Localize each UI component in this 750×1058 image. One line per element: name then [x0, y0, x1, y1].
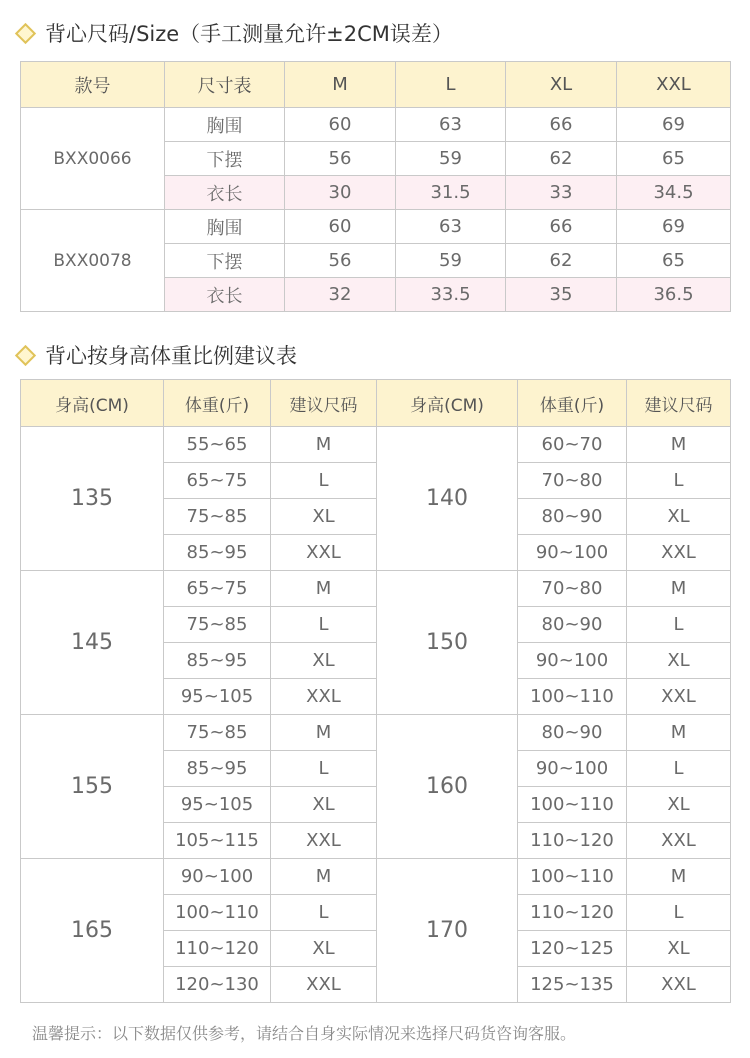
weight-range: 90~100 [518, 751, 627, 787]
diamond-bullet-icon [15, 344, 36, 365]
weight-range: 110~120 [164, 931, 271, 967]
size-section-title [18, 18, 453, 48]
weight-range: 110~120 [518, 895, 627, 931]
header-cell: 体重(斤) [164, 380, 271, 427]
suggested-size: L [271, 751, 377, 787]
weight-range: 90~100 [518, 643, 627, 679]
recommendation-section-title-text: 背心按身高体重比例建议表 [45, 344, 297, 368]
suggested-size: M [271, 715, 377, 751]
table-row [21, 571, 731, 607]
size-value: 65 [617, 244, 731, 278]
weight-range: 80~90 [518, 499, 627, 535]
suggested-size: L [627, 751, 731, 787]
size-value: 62 [506, 142, 617, 176]
header-cell: 款号 [21, 62, 165, 108]
size-table-header-row [21, 62, 731, 108]
weight-range: 105~115 [164, 823, 271, 859]
weight-range: 100~110 [518, 679, 627, 715]
suggested-size: XL [627, 499, 731, 535]
suggested-size: M [271, 427, 377, 463]
suggested-size: M [627, 427, 731, 463]
measure-label: 衣长 [165, 278, 285, 312]
weight-range: 85~95 [164, 643, 271, 679]
header-cell: 身高(CM) [377, 380, 518, 427]
size-value: 59 [396, 142, 506, 176]
tip-note: 温馨提示：以下数据仅供参考，请结合自身实际情况来选择尺码货咨询客服。 [32, 1024, 577, 1043]
header-cell: 体重(斤) [518, 380, 627, 427]
height-value: 155 [21, 715, 164, 859]
weight-range: 70~80 [518, 463, 627, 499]
weight-range: 90~100 [164, 859, 271, 895]
measure-label: 衣长 [165, 176, 285, 210]
measure-label: 下摆 [165, 244, 285, 278]
weight-range: 75~85 [164, 607, 271, 643]
suggested-size: XXL [627, 535, 731, 571]
weight-range: 120~130 [164, 967, 271, 1003]
weight-range: 100~110 [164, 895, 271, 931]
suggested-size: M [627, 571, 731, 607]
table-row [21, 210, 731, 244]
weight-range: 80~90 [518, 607, 627, 643]
weight-range: 100~110 [518, 859, 627, 895]
suggested-size: XL [627, 787, 731, 823]
height-value: 135 [21, 427, 164, 571]
weight-range: 60~70 [518, 427, 627, 463]
suggested-size: XXL [271, 823, 377, 859]
weight-range: 120~125 [518, 931, 627, 967]
suggested-size: XL [627, 931, 731, 967]
size-value: 63 [396, 210, 506, 244]
weight-range: 75~85 [164, 499, 271, 535]
size-value: 36.5 [617, 278, 731, 312]
size-value: 69 [617, 210, 731, 244]
suggested-size: XXL [627, 679, 731, 715]
header-cell: 建议尺码 [627, 380, 731, 427]
size-value: 33.5 [396, 278, 506, 312]
size-value: 59 [396, 244, 506, 278]
size-value: 56 [285, 244, 396, 278]
header-cell: 身高(CM) [21, 380, 164, 427]
weight-range: 80~90 [518, 715, 627, 751]
diamond-bullet-icon [15, 22, 36, 43]
weight-range: 55~65 [164, 427, 271, 463]
size-value: 33 [506, 176, 617, 210]
size-table [20, 61, 731, 312]
size-value: 60 [285, 108, 396, 142]
height-value: 150 [377, 571, 518, 715]
height-value: 165 [21, 859, 164, 1003]
weight-range: 125~135 [518, 967, 627, 1003]
recommendation-section-title [18, 340, 297, 370]
suggested-size: XXL [271, 679, 377, 715]
suggested-size: XXL [627, 823, 731, 859]
header-cell: XL [506, 62, 617, 108]
measure-label: 下摆 [165, 142, 285, 176]
height-value: 140 [377, 427, 518, 571]
measure-label: 胸围 [165, 108, 285, 142]
suggested-size: XXL [271, 535, 377, 571]
size-value: 66 [506, 210, 617, 244]
suggested-size: XXL [271, 967, 377, 1003]
suggested-size: L [627, 895, 731, 931]
header-cell: M [285, 62, 396, 108]
weight-range: 95~105 [164, 679, 271, 715]
header-cell: 建议尺码 [271, 380, 377, 427]
header-cell: L [396, 62, 506, 108]
suggested-size: L [271, 607, 377, 643]
suggested-size: XL [271, 787, 377, 823]
measure-label: 胸围 [165, 210, 285, 244]
recommendation-table [20, 379, 731, 1003]
size-value: 66 [506, 108, 617, 142]
suggested-size: XL [271, 643, 377, 679]
size-value: 62 [506, 244, 617, 278]
suggested-size: M [271, 859, 377, 895]
suggested-size: L [271, 895, 377, 931]
size-value: 34.5 [617, 176, 731, 210]
weight-range: 85~95 [164, 535, 271, 571]
model-code: BXX0078 [21, 210, 165, 312]
suggested-size: XL [627, 643, 731, 679]
size-value: 56 [285, 142, 396, 176]
recommendation-header-row [21, 380, 731, 427]
weight-range: 65~75 [164, 463, 271, 499]
table-row [21, 427, 731, 463]
suggested-size: M [627, 715, 731, 751]
weight-range: 110~120 [518, 823, 627, 859]
suggested-size: M [627, 859, 731, 895]
size-value: 65 [617, 142, 731, 176]
size-value: 31.5 [396, 176, 506, 210]
suggested-size: L [271, 463, 377, 499]
size-value: 30 [285, 176, 396, 210]
table-row [21, 859, 731, 895]
header-cell: 尺寸表 [165, 62, 285, 108]
model-code: BXX0066 [21, 108, 165, 210]
size-value: 69 [617, 108, 731, 142]
size-value: 35 [506, 278, 617, 312]
size-section-title-text: 背心尺码/Size（手工测量允许±2CM误差） [45, 22, 453, 46]
weight-range: 75~85 [164, 715, 271, 751]
suggested-size: L [627, 607, 731, 643]
size-value: 60 [285, 210, 396, 244]
suggested-size: XXL [627, 967, 731, 1003]
height-value: 145 [21, 571, 164, 715]
size-value: 63 [396, 108, 506, 142]
weight-range: 95~105 [164, 787, 271, 823]
table-row [21, 715, 731, 751]
weight-range: 90~100 [518, 535, 627, 571]
height-value: 170 [377, 859, 518, 1003]
suggested-size: L [627, 463, 731, 499]
suggested-size: XL [271, 931, 377, 967]
table-row [21, 108, 731, 142]
weight-range: 100~110 [518, 787, 627, 823]
suggested-size: M [271, 571, 377, 607]
height-value: 160 [377, 715, 518, 859]
header-cell: XXL [617, 62, 731, 108]
weight-range: 65~75 [164, 571, 271, 607]
suggested-size: XL [271, 499, 377, 535]
size-value: 32 [285, 278, 396, 312]
weight-range: 70~80 [518, 571, 627, 607]
weight-range: 85~95 [164, 751, 271, 787]
